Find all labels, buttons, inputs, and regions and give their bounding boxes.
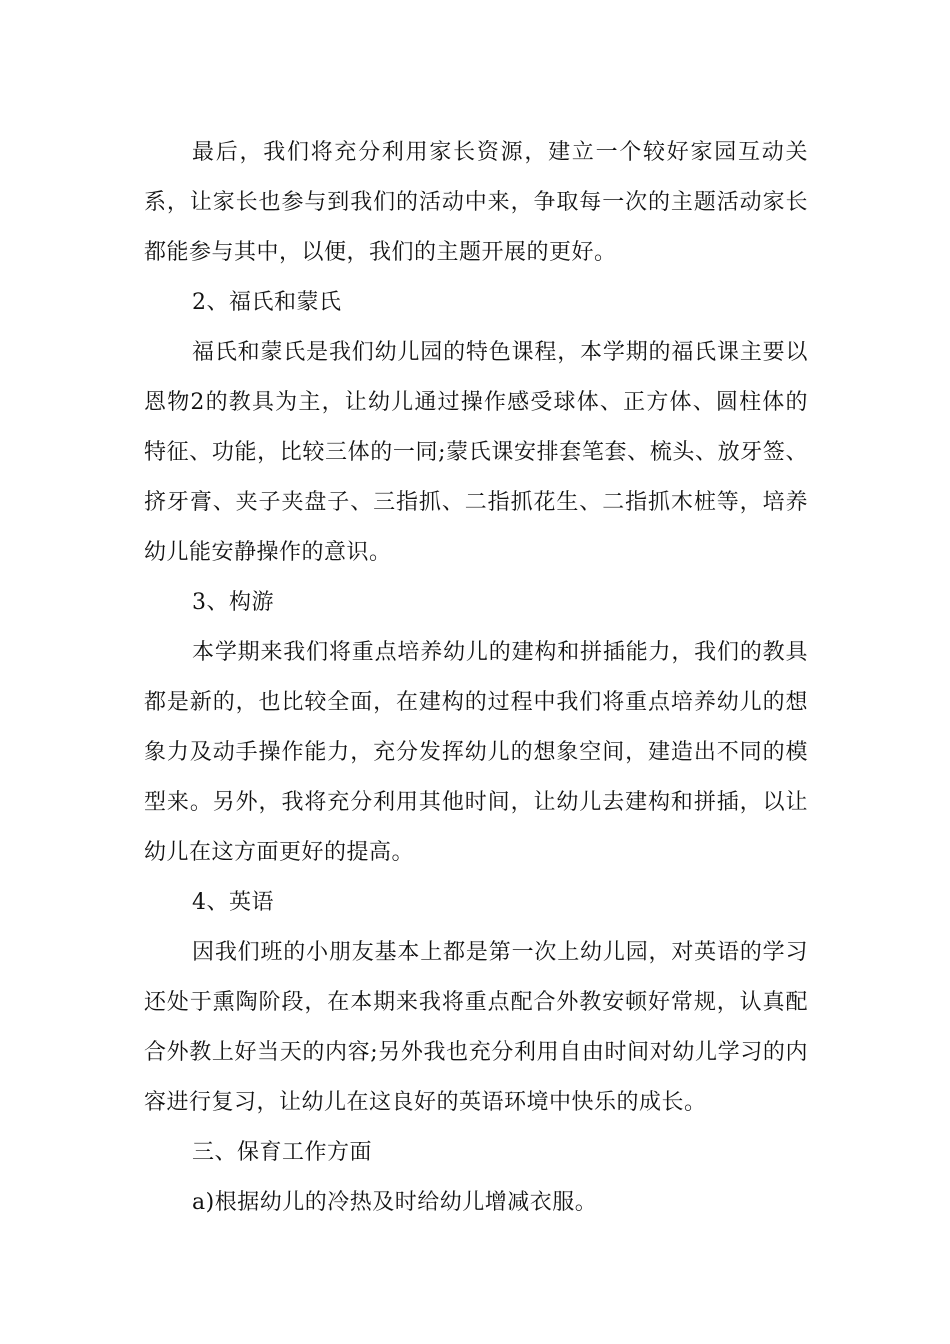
document-body [144,128,808,1228]
paragraph-construction-play: 本学期来我们将重点培养幼儿的建构和拼插能力，我们的教具都是新的，也比较全面，在建构的过程中我们将重点培养幼儿的想象力及动手操作能力，充分发挥幼儿的想象空间，建造出不同的模型来。另外，我将充分利用其他时间，让幼儿去建构和拼插，以让幼儿在这方面更好的提高。 [144,640,808,865]
section-heading-construction-play: 3、构游 [192,590,274,615]
section-heading-childcare: 三、保育工作方面 [192,1140,373,1165]
paragraph-froebel-montessori: 福氏和蒙氏是我们幼儿园的特色课程，本学期的福氏课主要以恩物2的教具为主，让幼儿通过操作感受球体、正方体、圆柱体的特征、功能，比较三体的一同;蒙氏课安排套笔套、梳头、放牙签、挤牙膏、夹子夹盘子、三指抓、二指抓花生、二指抓木桩等，培养幼儿能安静操作的意识。 [144,340,808,565]
paragraph-english: 因我们班的小朋友基本上都是第一次上幼儿园，对英语的学习还处于熏陶阶段，在本期来我将重点配合外教安顿好常规，认真配合外教上好当天的内容;另外我也充分利用自由时间对幼儿学习的内容进行复习，让幼儿在这良好的英语环境中快乐的成长。 [144,940,808,1115]
section-heading-english: 4、英语 [192,890,274,915]
childcare-item-a: a)根据幼儿的冷热及时给幼儿增减衣服。 [192,1190,598,1215]
paragraph-family-resources: 最后，我们将充分利用家长资源，建立一个较好家园互动关系，让家长也参与到我们的活动中来，争取每一次的主题活动家长都能参与其中，以便，我们的主题开展的更好。 [144,140,808,265]
section-heading-froebel-montessori: 2、福氏和蒙氏 [192,290,342,315]
